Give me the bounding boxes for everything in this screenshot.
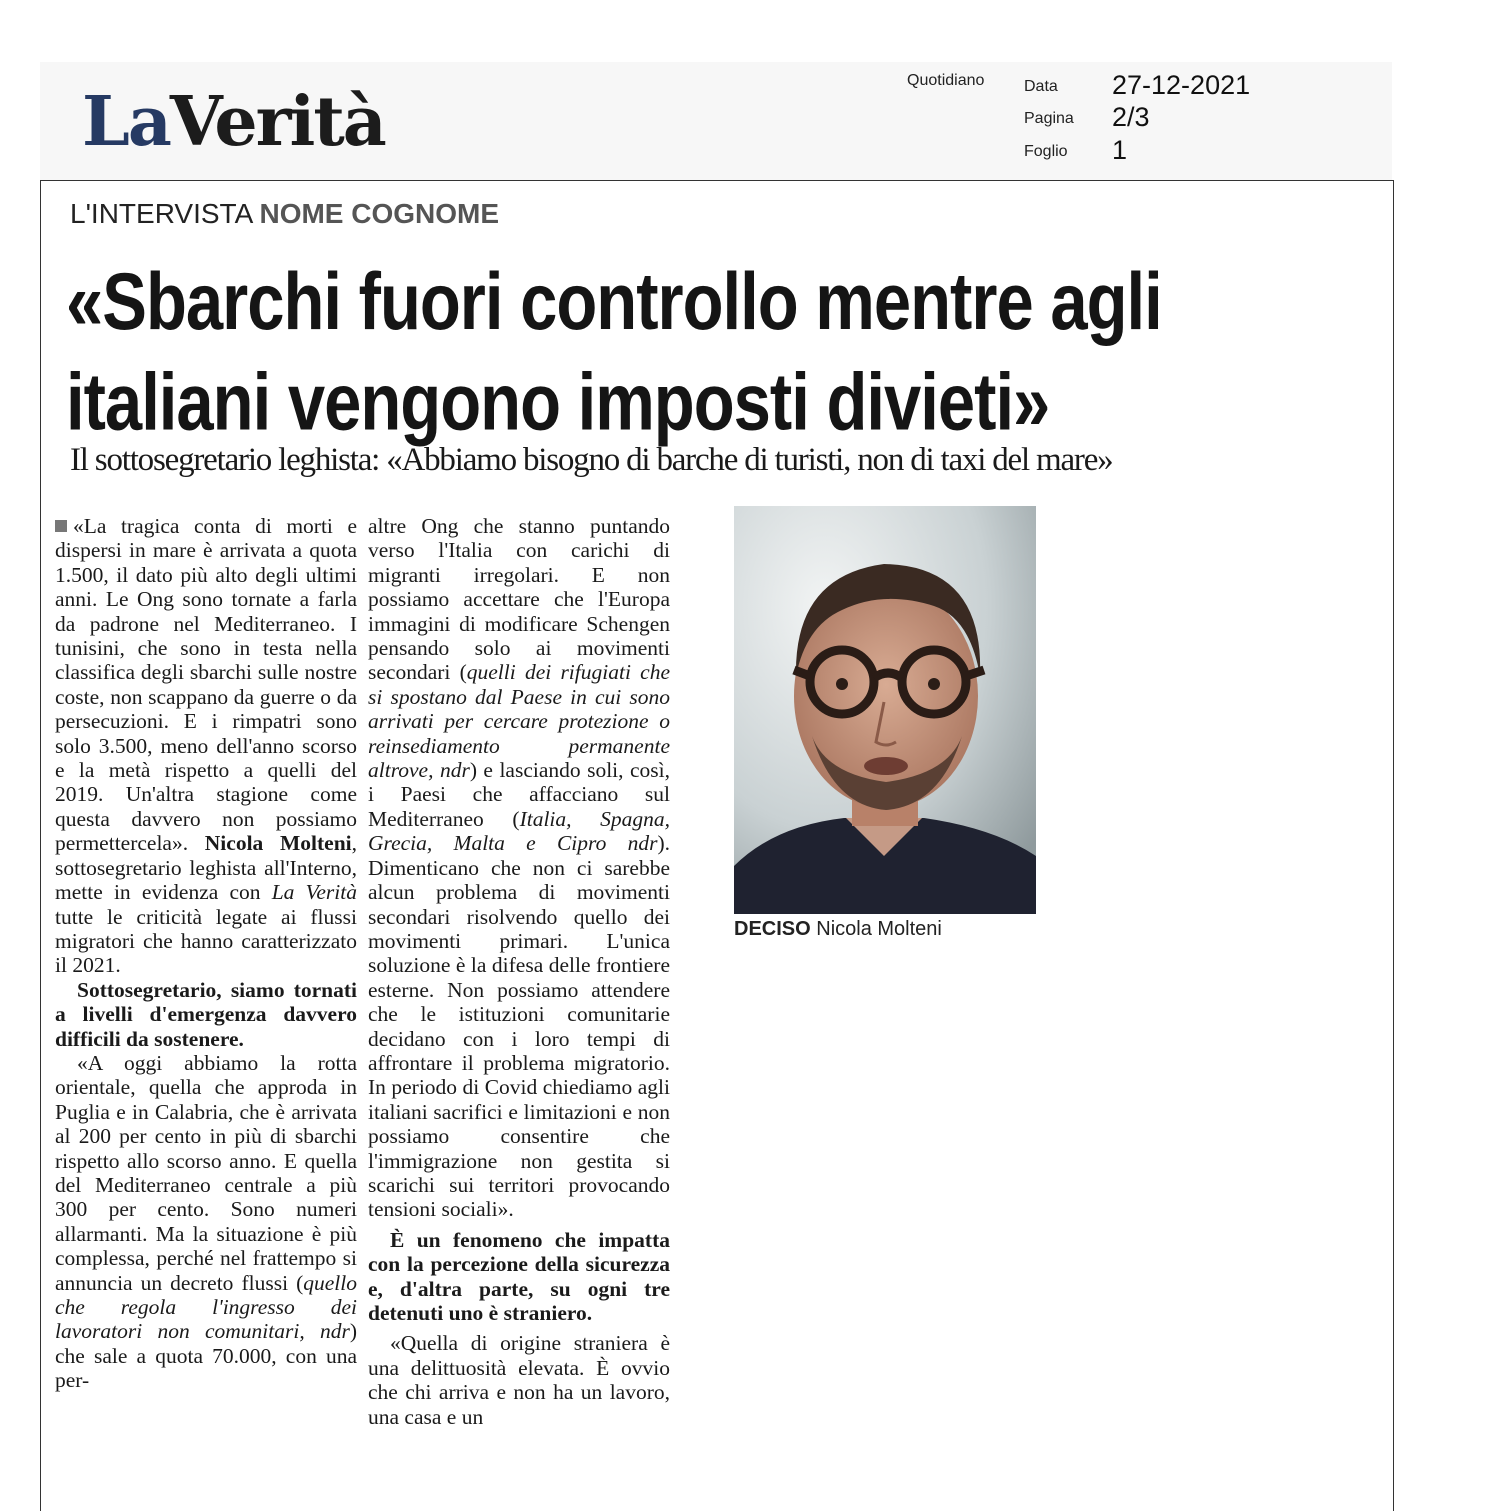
sheet-label: Foglio bbox=[1024, 143, 1068, 160]
interview-question: Sottosegretario, siamo tornati a livelli d'emergenza davvero difficili da sostenere. bbox=[55, 977, 357, 1051]
portrait-illustration bbox=[734, 506, 1036, 914]
article-headline: «Sbarchi fuori controllo mentre agli italiani vengono imposti divieti» bbox=[66, 256, 1162, 448]
interview-question: È un fenomeno che impatta con la percezione della sicurezza e, d'altra parte, su ogni tre detenuti uno è straniero. bbox=[368, 1227, 670, 1325]
date-label: Data bbox=[1024, 78, 1058, 95]
paragraph: «La tragica conta di morti e dispersi in mare è arrivata a quota 1.500, il dato più alto degli ultimi anni. Le Ong sono tornate a farla da padrone nel Mediterraneo. I tunisini, che sono in testa nella classifica degli sbarchi sulle nostre coste, non scappano da guerre o da persecuzioni. E i rimpatri sono solo 3.500, meno dell'anno scorso e la metà rispetto a quelli del 2019. Un'altra stagione come questa davvero non possiamo permettercela». Nicola Molteni, sottosegretario leghista all'Interno, mette in evidenza con La Verità tutte le criticità legate ai flussi migratori che hanno caratterizzato il 2021. bbox=[55, 514, 357, 978]
kicker-name: NOME COGNOME bbox=[259, 198, 500, 229]
sheet-value: 1 bbox=[1112, 135, 1128, 165]
page-label: Pagina bbox=[1024, 110, 1074, 127]
paragraph-marker-icon bbox=[55, 520, 67, 532]
paragraph: altre Ong che stanno puntando verso l'Italia con carichi di migranti irregolari. E non possiamo accettare che l'Europa immagini di modificare Schengen pensando solo ai movimenti secondari (quelli dei rifugiati che si spostano dal Paese in cui sono arrivati per cercare protezione o reinsediamento permanente altrove, ndr) e lasciando soli, così, i Paesi che affacciano sul Mediterraneo (Italia, Spagna, Grecia, Malta e Cipro ndr). Dimenticano che non ci sarebbe alcun problema di movimenti secondari risolvendo quello dei movimenti primari. L'unica soluzione è la difesa delle frontiere esterne. Non possiamo attendere che le istituzioni comunitarie decidano con i loro tempi di affrontare il problema migratorio. In periodo di Covid chiediamo agli italiani sacrifici e limitazioni e non possiamo consentire che l'immigrazione non gestita si scarichi sui territori provocando tensioni sociali». bbox=[368, 514, 670, 1222]
publication-type: Quotidiano bbox=[907, 72, 985, 89]
photo-caption: DECISO Nicola Molteni bbox=[734, 918, 942, 940]
page-value: 2/3 bbox=[1112, 102, 1150, 132]
portrait-photo bbox=[734, 506, 1036, 914]
article-subheadline: Il sottosegretario leghista: «Abbiamo bisogno di barche di turisti, non di taxi del mare» bbox=[70, 442, 1113, 478]
article-column-2 bbox=[368, 514, 670, 1500]
paragraph: «A oggi abbiamo la rotta orientale, quella che approda in Puglia e in Calabria, che è arrivata al 200 per cento in più di sbarchi rispetto allo scorso anno. E quella del Mediterraneo centrale a più 300 per cento. Sono numeri allarmanti. Ma la situazione è più complessa, perché nel frattempo si annuncia un decreto flussi (quello che regola l'ingresso dei lavoratori non comunitari, ndr) che sale a quota 70.000, con una per- bbox=[55, 1050, 357, 1393]
article-column-1 bbox=[55, 514, 357, 1500]
date-value: 27-12-2021 bbox=[1112, 70, 1251, 100]
masthead-logo: LaVerità bbox=[82, 82, 385, 162]
article-kicker: L'INTERVISTA NOME COGNOME bbox=[70, 198, 500, 229]
paragraph: «Quella di origine straniera è una delittuosità elevata. È ovvio che chi arriva e non ha un lavoro, una casa e un bbox=[368, 1331, 670, 1429]
